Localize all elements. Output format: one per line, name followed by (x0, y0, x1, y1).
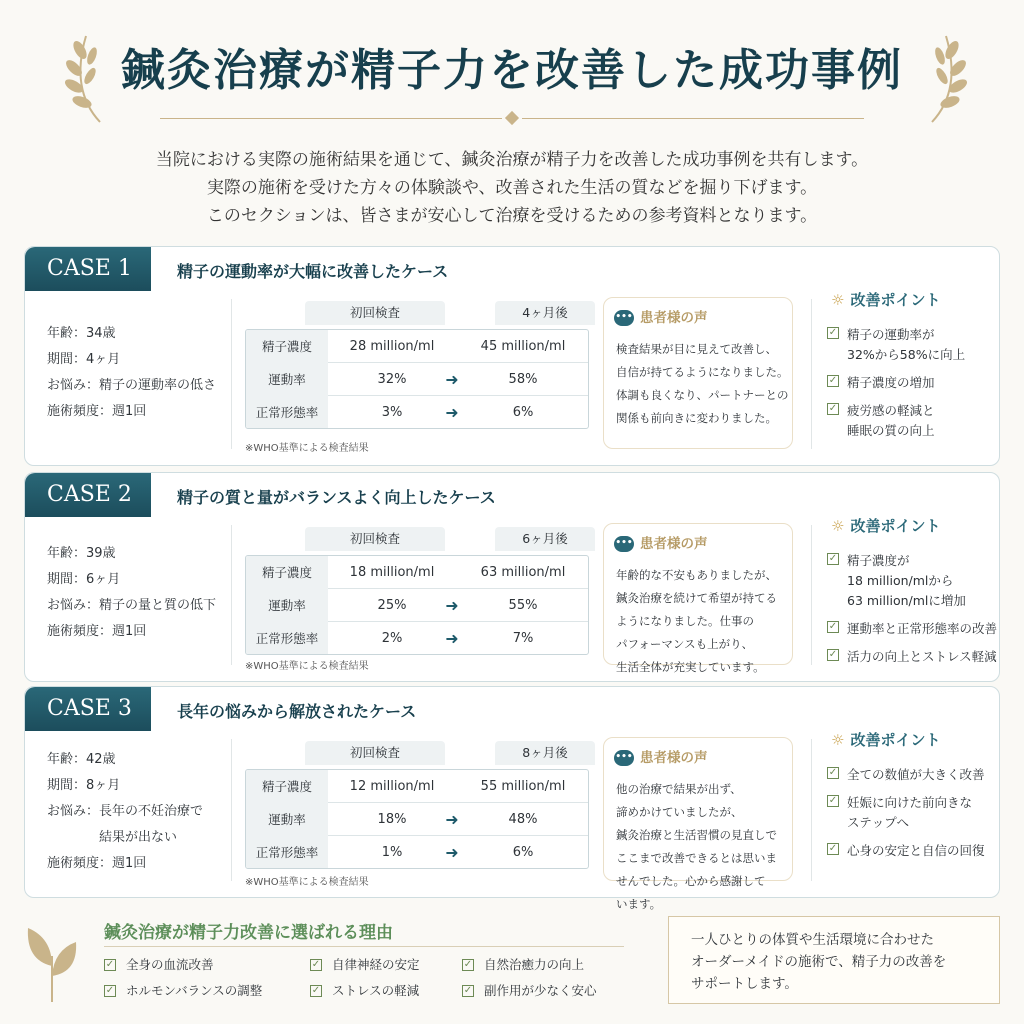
table-row (246, 396, 589, 429)
after-value: 63 million/ml (480, 565, 566, 580)
table-row (246, 330, 589, 363)
voice-text: 年齢的な不安もありましたが、 鍼灸治療を続けて希望が持てる ようになりました。仕事の パフォーマンスも上がり、 生活全体が充実しています。 (616, 568, 777, 674)
checkbox-icon: ✓ (463, 959, 473, 970)
speech-bubble-icon: ••• (614, 536, 634, 552)
checkbox-icon: ✓ (311, 959, 321, 970)
arrow-right-icon: ➜ (445, 370, 459, 389)
lightbulb-icon: ☼ (831, 731, 845, 749)
arrow-right-icon: ➜ (445, 810, 459, 829)
case-card (24, 686, 1000, 911)
table-note: ※WHO基準による検査結果 (245, 661, 369, 672)
profile-frequency: 施術頻度：週1回 (47, 624, 147, 639)
after-value: 7% (512, 631, 534, 646)
profile-concern: お悩み：精子の運動率の低さ (47, 378, 217, 393)
checkbox-icon: ✓ (828, 375, 838, 386)
first-test-header: 初回検査 (305, 301, 445, 325)
case-profile (47, 321, 216, 425)
checkbox-icon: ✓ (828, 621, 838, 632)
patient-voice (603, 297, 793, 449)
arrow-right-icon: ➜ (445, 843, 459, 862)
improvement-point: ✓ 精子濃度の増加 (828, 375, 935, 390)
checkbox-icon: ✓ (828, 649, 838, 660)
profile-frequency: 施術頻度：週1回 (47, 404, 147, 419)
table-row (246, 836, 589, 869)
profile-concern: お悩み：長年の不妊治療で (47, 804, 204, 819)
table-header (305, 301, 595, 325)
lightbulb-icon: ☼ (831, 517, 845, 535)
points-title: ☼ 改善ポイント (831, 517, 941, 535)
after-value: 45 million/ml (480, 339, 566, 354)
before-value: 28 million/ml (349, 339, 435, 354)
profile-period: 期間：6ヶ月 (47, 572, 121, 587)
case-tag: CASE 3 (25, 687, 151, 731)
after-value: 6% (512, 405, 534, 420)
title-divider (160, 118, 864, 120)
after-header: 6ヶ月後 (495, 527, 595, 551)
improvement-point: ✓ 妊娠に向けた前向きな ステップへ (828, 795, 973, 830)
patient-voice (603, 523, 793, 674)
results-table (245, 769, 589, 869)
after-header: 8ヶ月後 (495, 741, 595, 765)
checkbox-icon: ✓ (828, 553, 838, 564)
speech-bubble-icon: ••• (614, 310, 634, 326)
before-value: 32% (377, 372, 407, 387)
intro-text: 当院における実際の施術結果を通じて、鍼灸治療が精子力を改善した成功事例を共有します。 実際の施術を受けた方々の体験談や、改善された生活の質などを掘り下げます。 このセクションは、皆さまが安心して治療を受けるための参考資料となります。 (155, 150, 869, 226)
reason-item: ✓ 自律神経の安定 (311, 957, 420, 972)
points-title: ☼ 改善ポイント (831, 731, 941, 749)
row-label: 精子濃度 (246, 770, 328, 803)
improvement-point: ✓ 疲労感の軽減と 睡眠の質の向上 (828, 403, 935, 438)
voice-text: 他の治療で結果が出ず、 諦めかけていましたが、 鍼灸治療と生活習慣の見直しで ここまで改善できるとは思いま せんでした。心から感謝して います。 (616, 782, 777, 911)
case-profile (47, 541, 216, 645)
improvement-point: ✓ 精子の運動率が 32%から58%に向上 (828, 327, 966, 362)
improvement-point: ✓ 運動率と正常形態率の改善 (828, 621, 998, 636)
speech-bubble-icon: ••• (614, 750, 634, 766)
checkbox-icon: ✓ (311, 985, 321, 996)
after-value: 55% (508, 598, 538, 613)
case-tag: CASE 1 (25, 247, 151, 291)
reason-item: ✓ 自然治癒力の向上 (463, 957, 585, 972)
checkbox-icon: ✓ (828, 767, 838, 778)
case-profile (47, 747, 203, 877)
improvement-point: ✓ 精子濃度が 18 million/mlから 63 million/mlに増加 (828, 553, 966, 608)
before-value: 18 million/ml (349, 565, 435, 580)
profile-period: 期間：4ヶ月 (47, 352, 121, 367)
table-row (246, 556, 589, 589)
checkbox-icon: ✓ (828, 843, 838, 854)
voice-title: ••• 患者様の声 (615, 310, 708, 326)
case-tag: CASE 2 (25, 473, 151, 517)
lightbulb-icon: ☼ (831, 291, 845, 309)
points-title: ☼ 改善ポイント (831, 291, 941, 309)
before-value: 12 million/ml (349, 779, 435, 794)
voice-text: 検査結果が目に見えて改善し、 自信が持てるようになりました。 体調も良くなり、パートナーとの 関係も前向きに変わりました。 (616, 342, 789, 425)
reason-item: ✓ 全身の血流改善 (105, 957, 214, 972)
row-label: 精子濃度 (246, 556, 328, 589)
reason-item: ✓ ストレスの軽減 (311, 983, 420, 998)
after-header: 4ヶ月後 (495, 301, 595, 325)
row-label: 正常形態率 (246, 396, 328, 429)
summary-box: 一人ひとりの体質や生活環境に合わせた オーダーメイドの施術で、精子力の改善を サポートします。 (668, 916, 1000, 1004)
reasons-section (22, 912, 642, 1012)
table-header (305, 527, 595, 551)
improvement-point: ✓ 心身の安定と自信の回復 (828, 843, 985, 858)
first-test-header: 初回検査 (305, 527, 445, 551)
row-label: 運動率 (246, 803, 328, 836)
header (0, 0, 1024, 240)
reasons-title: 鍼灸治療が精子力改善に選ばれる理由 (104, 923, 393, 943)
case-title: 精子の質と量がバランスよく向上したケース (177, 488, 496, 507)
table-note: ※WHO基準による検査結果 (245, 877, 369, 888)
before-value: 1% (381, 845, 403, 860)
checkbox-icon: ✓ (105, 985, 115, 996)
before-value: 18% (377, 812, 407, 827)
table-row (246, 363, 589, 396)
profile-period: 期間：8ヶ月 (47, 778, 121, 793)
after-value: 55 million/ml (480, 779, 566, 794)
checkbox-icon: ✓ (105, 959, 115, 970)
row-label: 運動率 (246, 589, 328, 622)
after-value: 58% (508, 372, 538, 387)
checkbox-icon: ✓ (828, 327, 838, 338)
table-header (305, 741, 595, 765)
table-row (246, 770, 589, 803)
reason-item: ✓ ホルモンバランスの調整 (105, 983, 263, 998)
table-row (246, 589, 589, 622)
before-value: 25% (377, 598, 407, 613)
table-note: ※WHO基準による検査結果 (245, 443, 369, 454)
after-value: 48% (508, 812, 538, 827)
case-title: 長年の悩みから解放されたケース (177, 702, 417, 721)
before-value: 3% (381, 405, 403, 420)
patient-voice (603, 737, 793, 911)
case-card (24, 472, 1000, 682)
checkbox-icon: ✓ (828, 795, 838, 806)
voice-title: ••• 患者様の声 (615, 750, 708, 766)
results-table (245, 329, 589, 429)
profile-concern: お悩み：精子の量と質の低下 (47, 598, 217, 613)
checkbox-icon: ✓ (828, 403, 838, 414)
voice-title: ••• 患者様の声 (615, 536, 708, 552)
row-label: 正常形態率 (246, 622, 328, 655)
results-table (245, 555, 589, 655)
table-row (246, 803, 589, 836)
reason-item: ✓ 副作用が少なく安心 (463, 983, 597, 998)
arrow-right-icon: ➜ (445, 629, 459, 648)
page-title: 鍼灸治療が精子力を改善した成功事例 (121, 45, 903, 96)
row-label: 運動率 (246, 363, 328, 396)
case-title: 精子の運動率が大幅に改善したケース (177, 262, 449, 281)
improvement-point: ✓ 活力の向上とストレス軽減 (828, 649, 997, 664)
before-value: 2% (381, 631, 403, 646)
profile-age: 年齢：34歳 (47, 326, 116, 341)
arrow-right-icon: ➜ (445, 403, 459, 422)
case-card (24, 246, 1000, 466)
after-value: 6% (512, 845, 534, 860)
row-label: 精子濃度 (246, 330, 328, 363)
profile-age: 年齢：42歳 (47, 752, 116, 767)
checkbox-icon: ✓ (463, 985, 473, 996)
first-test-header: 初回検査 (305, 741, 445, 765)
arrow-right-icon: ➜ (445, 596, 459, 615)
improvement-point: ✓ 全ての数値が大きく改善 (828, 767, 985, 782)
leaf-icon (22, 916, 82, 1004)
profile-concern-cont: 結果が出ない (99, 830, 178, 845)
row-label: 正常形態率 (246, 836, 328, 869)
table-row (246, 622, 589, 655)
profile-age: 年齢：39歳 (47, 546, 116, 561)
profile-frequency: 施術頻度：週1回 (47, 856, 147, 871)
